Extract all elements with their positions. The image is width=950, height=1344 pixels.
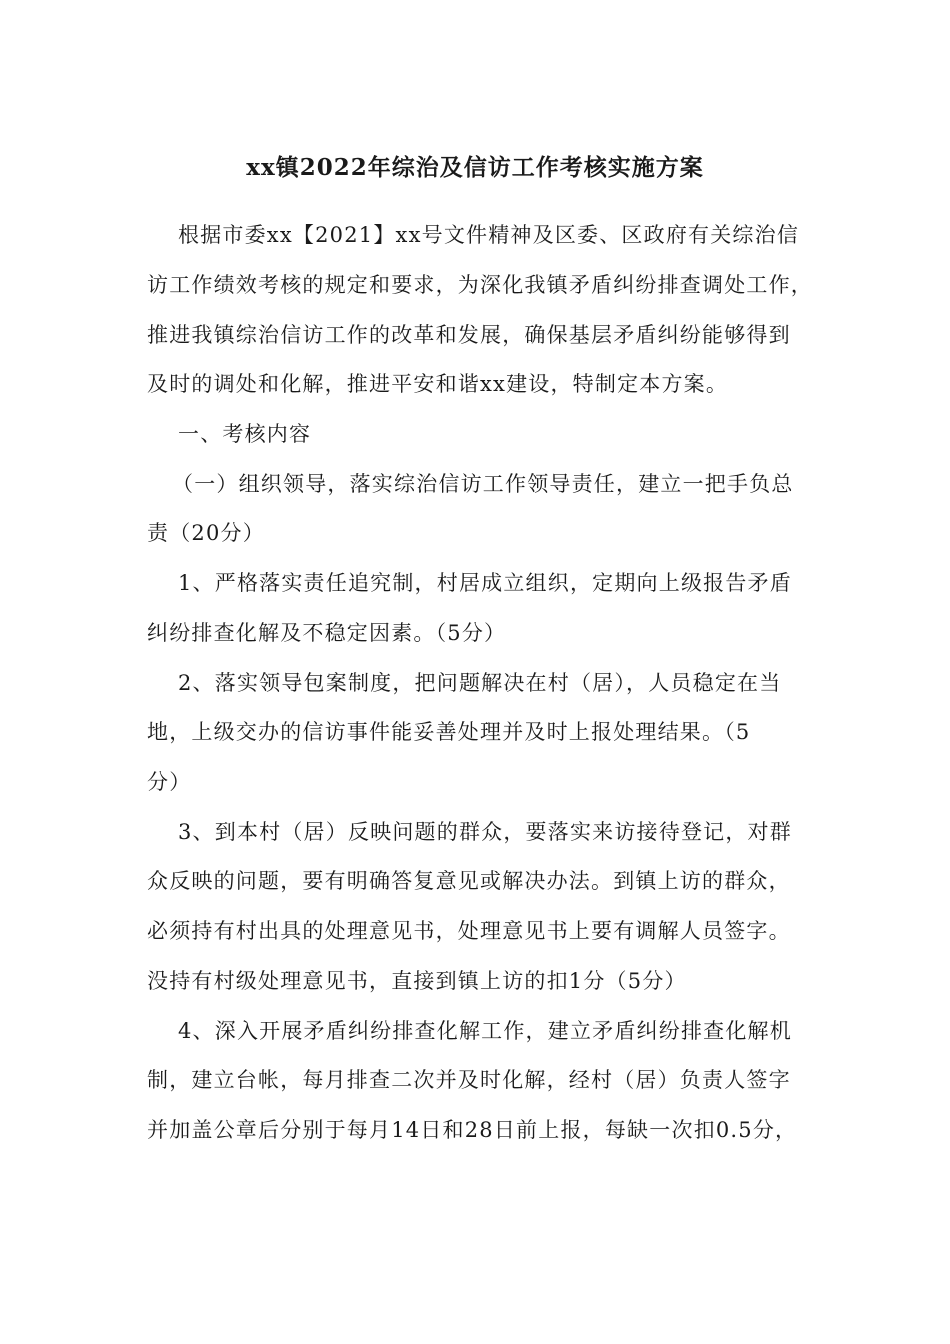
paragraph-line: 推进我镇综治信访工作的改革和发展，确保基层矛盾纠纷能够得到 [147, 323, 791, 347]
paragraph-line: 访工作绩效考核的规定和要求，为深化我镇矛盾纠纷排查调处工作， [147, 273, 813, 297]
paragraph-line: 没持有村级处理意见书，直接到镇上访的扣1分（5分） [147, 969, 687, 993]
paragraph-line: 3、到本村（居）反映问题的群众，要落实来访接待登记，对群 [178, 820, 792, 844]
paragraph-line: 众反映的问题，要有明确答复意见或解决办法。到镇上访的群众， [147, 869, 791, 893]
paragraph-line: 1、严格落实责任追究制，村居成立组织，定期向上级报告矛盾 [178, 571, 792, 595]
paragraph-line: 及时的调处和化解，推进平安和谐xx建设，特制定本方案。 [147, 372, 729, 396]
paragraph-line: 分） [147, 770, 192, 794]
paragraph-line: 地，上级交办的信访事件能妥善处理并及时上报处理结果。（5 [147, 720, 751, 744]
paragraph-line: 4、深入开展矛盾纠纷排查化解工作，建立矛盾纠纷排查化解机 [178, 1019, 792, 1043]
paragraph-line: 并加盖公章后分别于每月14日和28日前上报，每缺一次扣0.5分， [147, 1118, 798, 1142]
section-heading: 一、考核内容 [178, 422, 312, 446]
paragraph-line: 责（20分） [147, 521, 265, 545]
subsection-heading: （一）组织领导，落实综治信访工作领导责任，建立一把手负总 [172, 472, 794, 496]
paragraph-line: 纠纷排查化解及不稳定因素。（5分） [147, 621, 507, 645]
paragraph-line: 必须持有村出具的处理意见书，处理意见书上要有调解人员签字。 [147, 919, 791, 943]
document-title: xx镇2022年综治及信访工作考核实施方案 [246, 154, 704, 181]
paragraph-line: 制，建立台帐，每月排查二次并及时化解，经村（居）负责人签字 [147, 1068, 791, 1092]
paragraph-line: 2、落实领导包案制度，把问题解决在村（居），人员稳定在当 [178, 671, 782, 695]
paragraph-line: 根据市委xx【2021】xx号文件精神及区委、区政府有关综治信 [178, 223, 800, 247]
